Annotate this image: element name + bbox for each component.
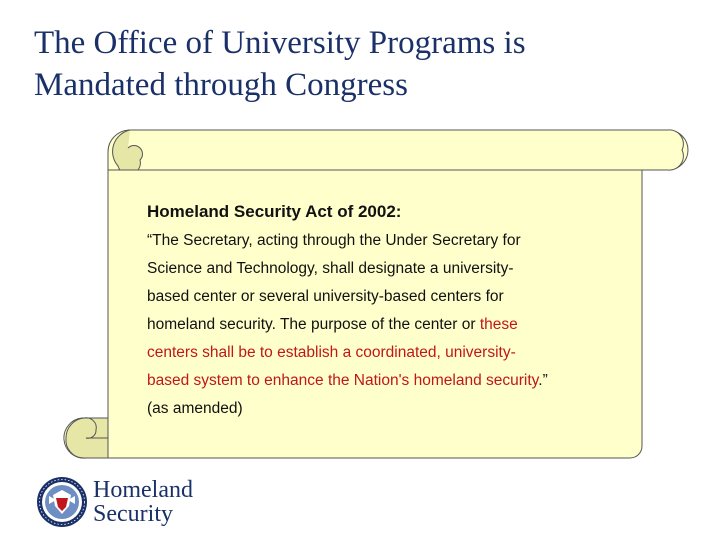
act-heading: Homeland Security Act of 2002: <box>147 202 402 221</box>
title-line-1: The Office of University Programs is <box>34 25 526 61</box>
quote-line-1-text: “The Secretary, acting through the Under Secretary for <box>147 232 521 249</box>
scroll-content <box>147 198 617 423</box>
dhs-seal-icon <box>36 476 88 528</box>
quote-line-2 <box>147 255 617 283</box>
homeland-security-wordmark <box>93 478 193 526</box>
quote-line-6 <box>147 367 617 395</box>
quote-line-5 <box>147 339 617 367</box>
quote-line-4-red: these <box>479 316 518 333</box>
quote-closing: .” <box>538 372 548 389</box>
amended-note: (as amended) <box>147 400 243 417</box>
quote-line-5-red: centers shall be to establish a coordinated, university- <box>147 344 516 361</box>
wordmark-line-1: Homeland <box>93 477 193 503</box>
quote-line-1 <box>147 227 617 255</box>
quote-line-4-text: homeland security. The purpose of the center or <box>147 316 480 333</box>
quote-line-2-text: Science and Technology, shall designate a university- <box>147 260 514 277</box>
title-line-2: Mandated through Congress <box>34 67 408 103</box>
scroll-top-right-edge <box>668 130 683 170</box>
quote-text <box>147 227 617 395</box>
quote-line-4 <box>147 311 617 339</box>
quote-line-6-red: based system to enhance the Nation's homeland security <box>147 372 539 389</box>
wordmark-line-2: Security <box>93 501 173 527</box>
scroll-top-roll <box>108 130 688 170</box>
quote-line-3-text: based center or several university-based centers for <box>147 288 504 305</box>
quote-line-3 <box>147 283 617 311</box>
